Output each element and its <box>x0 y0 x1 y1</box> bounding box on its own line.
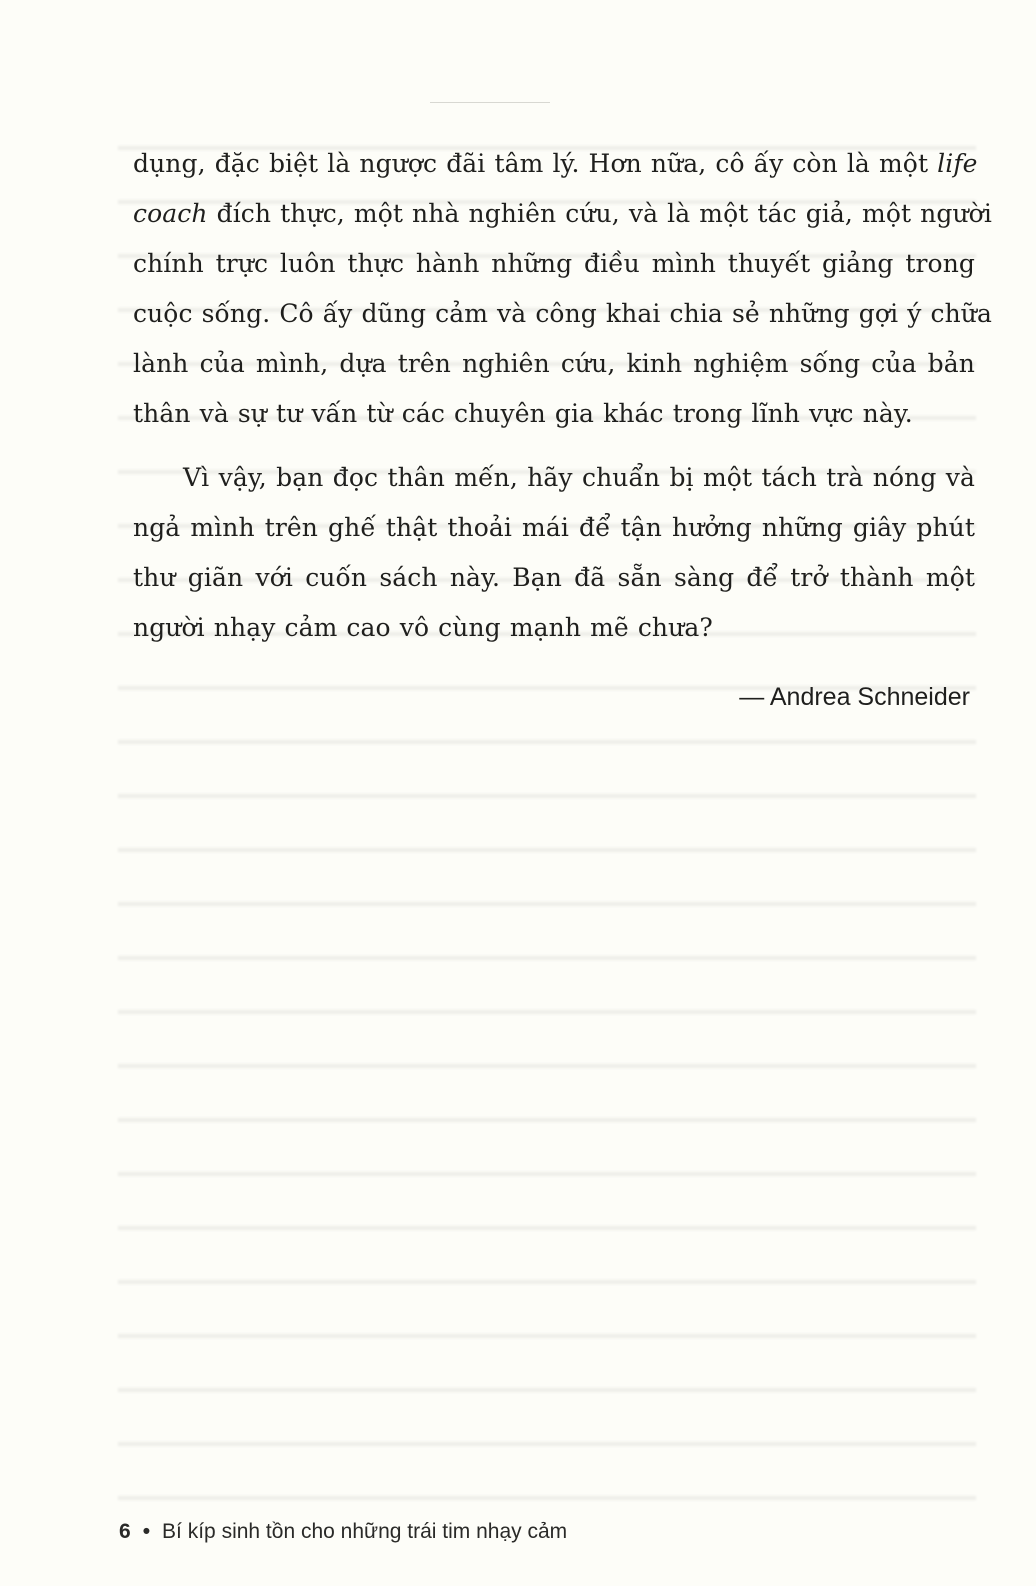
paragraph-line: người nhạy cảm cao vô cùng mạnh mẽ chưa? <box>133 613 713 642</box>
paragraph-line: thân và sự tư vấn từ các chuyên gia khác trong lĩnh vực này. <box>133 399 913 428</box>
page-edge-mark <box>430 102 550 103</box>
paragraph-line: lành của mình, dựa trên nghiên cứu, kinh nghiệm sống của bản <box>133 349 975 378</box>
paragraph-line: ngả mình trên ghế thật thoải mái để tận hưởng những giây phút <box>133 513 975 542</box>
footer-separator: • <box>142 1520 151 1543</box>
author-signature: — Andrea Schneider <box>739 683 970 711</box>
paragraph-line: cuộc sống. Cô ấy dũng cảm và công khai chia sẻ những gợi ý chữa <box>133 299 992 328</box>
paragraph-invitation <box>133 453 975 653</box>
paragraph-line: dụng, đặc biệt là ngược đãi tâm lý. Hơn nữa, cô ấy còn là một life <box>133 149 978 178</box>
italic-term: life <box>937 149 978 178</box>
page-footer <box>119 1520 567 1544</box>
paragraph-line: chính trực luôn thực hành những điều mình thuyết giảng trong <box>133 249 975 278</box>
page-number: 6 <box>119 1520 131 1543</box>
running-title: Bí kíp sinh tồn cho những trái tim nhạy cảm <box>162 1520 568 1543</box>
italic-term: coach <box>133 199 208 228</box>
paragraph-intro-author <box>133 139 992 439</box>
paragraph-line: Vì vậy, bạn đọc thân mến, hãy chuẩn bị một tách trà nóng và <box>183 463 975 492</box>
paragraph-line: coach đích thực, một nhà nghiên cứu, và là một tác giả, một người <box>133 199 992 228</box>
paragraph-line: thư giãn với cuốn sách này. Bạn đã sẵn sàng để trở thành một <box>133 563 975 592</box>
